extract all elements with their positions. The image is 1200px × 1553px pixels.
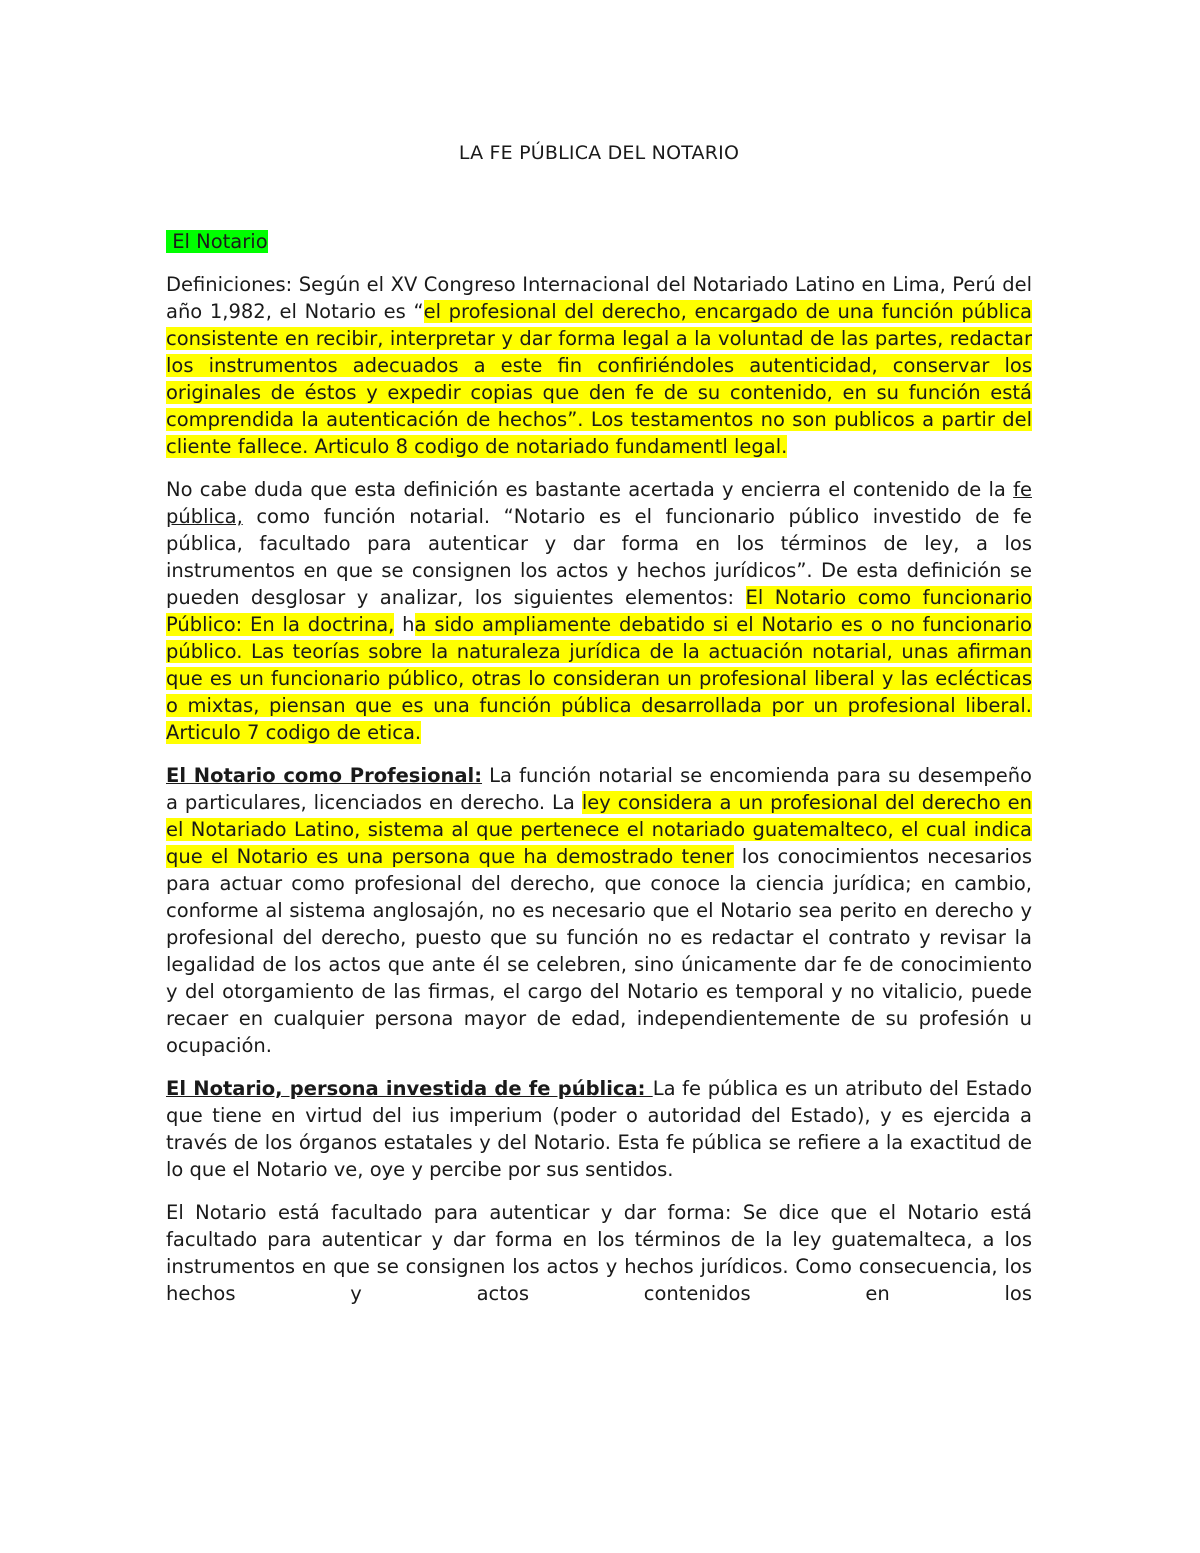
paragraph-analysis-mid: como función notarial. “Notario es el funcionario público investido de fe pública, facultado para autenticar y dar forma en los términos de ley, a los instrumentos en que se consignen los actos y hechos jurídicos”. De esta definición se pueden desglosar y analizar, los siguientes elementos:	[166, 505, 1032, 609]
document-title: LA FE PÚBLICA DEL NOTARIO	[458, 142, 740, 164]
paragraph-fe-publica	[166, 1075, 1032, 1183]
section-heading	[166, 230, 268, 253]
paragraph-profesional-rest: los conocimientos necesarios para actuar como profesional del derecho, que conoce la ciencia jurídica; en cambio, conforme al sistema anglosajón, no es necesario que el Notario sea perito en derecho y profesional del derecho, puesto que su función no es redactar el contrato y revisar la legalidad de los actos que ante él se celebren, sino únicamente dar fe de conocimiento y del otorgamiento de las firmas, el cargo del Notario es temporal y no vitalicio, puede recaer en cualquier persona mayor de edad, independientemente de su profesión u ocupación.	[166, 845, 1032, 1057]
paragraph-definitions-plain: Definiciones: Según el XV Congreso Internacional del Notariado Latino en Lima, Perú del año 1,982, el Notario es “	[166, 273, 1032, 323]
document-page	[166, 138, 1032, 1323]
paragraph-analysis-underlined: fe pública,	[166, 478, 1032, 528]
paragraph-profesional	[166, 762, 1032, 1059]
paragraph-profesional-heading: El Notario como Profesional:	[166, 764, 483, 787]
paragraph-analysis-gap: h	[394, 613, 415, 636]
paragraph-autenticar-text: El Notario está facultado para autenticar y dar forma: Se dice que el Notario está facultado para autenticar y dar forma en los términos de la ley guatemalteca, a los instrumentos en que se consignen los actos y hechos jurídicos. Como consecuencia, los hechos y actos contenidos en los	[166, 1201, 1032, 1305]
paragraph-profesional-lead: La función notarial se encomienda para su desempeño a particulares, licenciados en derecho. La	[166, 764, 1032, 814]
paragraph-fe-publica-heading: El Notario, persona investida de fe pública:	[166, 1077, 653, 1100]
paragraph-analysis	[166, 476, 1032, 746]
paragraph-analysis-highlight-a: El Notario como funcionario Público: En la doctrina,	[166, 586, 1032, 636]
paragraph-definitions-highlight: el profesional del derecho, encargado de una función pública consistente en recibir, interpretar y dar forma legal a la voluntad de las partes, redactar los instrumentos adecuados a este fin confiriéndoles autenticidad, conservar los originales de éstos y expedir copias que den fe de su contenido, en su función está comprendida la autenticación de hechos”. Los testamentos no son publicos a partir del cliente fallece. Articulo 8 codigo de notariado fundamentl legal.	[166, 300, 1033, 458]
paragraph-analysis-lead: No cabe duda que esta definición es bastante acertada y encierra el contenido de la	[166, 478, 1014, 501]
paragraph-profesional-highlight: ley considera a un profesional del derecho en el Notariado Latino, sistema al que pertenece el notariado guatemalteco, el cual indica que el Notario es una persona que ha demostrado tener	[166, 791, 1032, 868]
paragraph-fe-publica-rest: La fe pública es un atributo del Estado que tiene en virtud del ius imperium (poder o autoridad del Estado), y es ejercida a través de los órganos estatales y del Notario. Esta fe pública se refiere a la exactitud de lo que el Notario ve, oye y percibe por sus sentidos.	[166, 1077, 1032, 1181]
section-heading-text: El Notario	[172, 230, 268, 253]
paragraph-analysis-highlight-b: a sido ampliamente debatido si el Notario es o no funcionario público. Las teorías sobre la naturaleza jurídica de la actuación notarial, unas afirman que es un funcionario público, otras lo consideran un profesional liberal y las eclécticas o mixtas, piensan que es una función pública desarrollada por un profesional liberal. Articulo 7 codigo de etica.	[166, 613, 1032, 744]
section-heading-block	[166, 228, 1032, 255]
paragraph-autenticar	[166, 1199, 1032, 1307]
paragraph-definitions	[166, 271, 1032, 460]
